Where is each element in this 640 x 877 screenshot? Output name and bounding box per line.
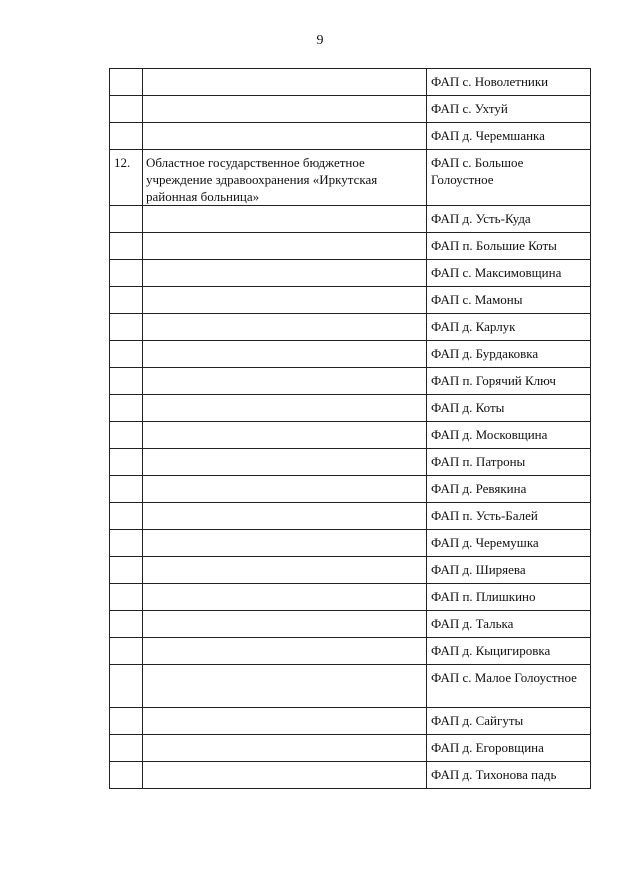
facility-name [143, 233, 427, 260]
table-row [110, 206, 591, 233]
table-row [110, 611, 591, 638]
station-name: ФАП с. Мамоны [427, 287, 591, 314]
facility-name [143, 314, 427, 341]
facility-name [143, 206, 427, 233]
row-number [110, 260, 143, 287]
row-number [110, 96, 143, 123]
table-row [110, 260, 591, 287]
table-row [110, 422, 591, 449]
table-row [110, 368, 591, 395]
table-row [110, 762, 591, 789]
facility-name [143, 584, 427, 611]
table-row [110, 287, 591, 314]
facility-name [143, 287, 427, 314]
row-number [110, 69, 143, 96]
facility-name [143, 395, 427, 422]
facility-name: Областное государственное бюджетное учреждение здравоохранения «Иркутская районная больница» [143, 150, 427, 206]
row-number [110, 503, 143, 530]
table-row [110, 314, 591, 341]
station-name: ФАП п. Усть-Балей [427, 503, 591, 530]
table-row [110, 503, 591, 530]
facility-name [143, 422, 427, 449]
table-row [110, 123, 591, 150]
row-number [110, 708, 143, 735]
facility-name [143, 503, 427, 530]
table-row [110, 665, 591, 708]
row-number [110, 557, 143, 584]
facility-name [143, 638, 427, 665]
facility-name [143, 96, 427, 123]
station-name: ФАП с. Максимовщина [427, 260, 591, 287]
station-name: ФАП п. Плишкино [427, 584, 591, 611]
station-name: ФАП д. Карлук [427, 314, 591, 341]
row-number [110, 422, 143, 449]
row-number [110, 314, 143, 341]
row-number [110, 233, 143, 260]
facility-name [143, 368, 427, 395]
table-row [110, 69, 591, 96]
station-name: ФАП д. Кыцигировка [427, 638, 591, 665]
facility-name [143, 708, 427, 735]
table-row [110, 96, 591, 123]
facility-name [143, 530, 427, 557]
row-number [110, 611, 143, 638]
station-name: ФАП д. Ревякина [427, 476, 591, 503]
station-name: ФАП п. Патроны [427, 449, 591, 476]
row-number [110, 368, 143, 395]
facility-name [143, 123, 427, 150]
row-number [110, 530, 143, 557]
station-name: ФАП д. Талька [427, 611, 591, 638]
row-number [110, 395, 143, 422]
table-row [110, 708, 591, 735]
row-number [110, 123, 143, 150]
row-number [110, 341, 143, 368]
station-name: ФАП с. Новолетники [427, 69, 591, 96]
facility-name [143, 69, 427, 96]
row-number [110, 287, 143, 314]
table-row [110, 735, 591, 762]
station-name: ФАП д. Московщина [427, 422, 591, 449]
station-name: ФАП д. Коты [427, 395, 591, 422]
station-name: ФАП д. Егоровщина [427, 735, 591, 762]
row-number [110, 206, 143, 233]
table-row [110, 584, 591, 611]
facility-table [109, 68, 591, 789]
station-name: ФАП д. Черемшанка [427, 123, 591, 150]
facility-name [143, 611, 427, 638]
row-number: 12. [110, 150, 143, 206]
page-number: 9 [316, 33, 324, 48]
row-number [110, 449, 143, 476]
facility-name [143, 762, 427, 789]
station-name: ФАП д. Тихонова падь [427, 762, 591, 789]
table-row [110, 557, 591, 584]
facility-name [143, 260, 427, 287]
row-number [110, 735, 143, 762]
station-name: ФАП д. Бурдаковка [427, 341, 591, 368]
table-row [110, 638, 591, 665]
station-name: ФАП с. Малое Голоустное [427, 665, 591, 708]
row-number [110, 476, 143, 503]
table-row [110, 341, 591, 368]
table-row [110, 476, 591, 503]
table-row [110, 530, 591, 557]
facility-name [143, 476, 427, 503]
row-number [110, 665, 143, 708]
station-name: ФАП д. Черемушка [427, 530, 591, 557]
facility-name [143, 449, 427, 476]
station-name: ФАП д. Ширяева [427, 557, 591, 584]
table-row [110, 150, 591, 206]
table-row [110, 449, 591, 476]
row-number [110, 638, 143, 665]
station-name: ФАП с. Большое Голоустное [427, 150, 591, 206]
facility-name [143, 665, 427, 708]
station-name: ФАП д. Сайгуты [427, 708, 591, 735]
table-row [110, 233, 591, 260]
facility-name [143, 341, 427, 368]
station-name: ФАП п. Горячий Ключ [427, 368, 591, 395]
facility-name [143, 557, 427, 584]
row-number [110, 584, 143, 611]
facility-name [143, 735, 427, 762]
row-number [110, 762, 143, 789]
station-name: ФАП с. Ухтуй [427, 96, 591, 123]
station-name: ФАП д. Усть-Куда [427, 206, 591, 233]
station-name: ФАП п. Большие Коты [427, 233, 591, 260]
table-row [110, 395, 591, 422]
